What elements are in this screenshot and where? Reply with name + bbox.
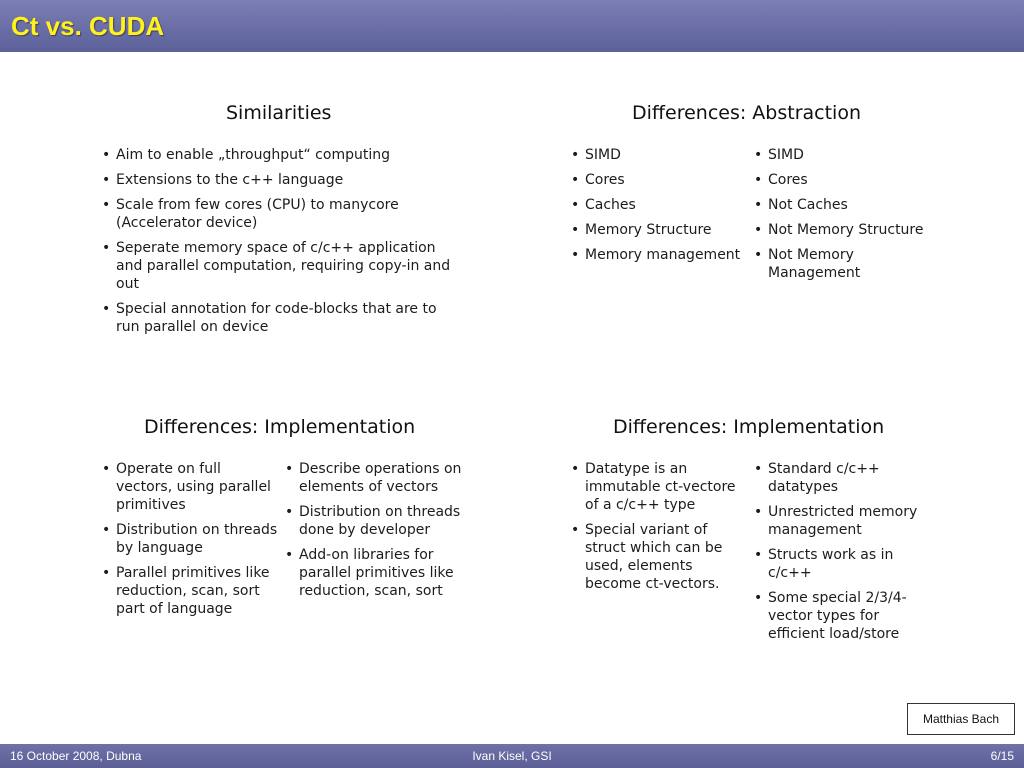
- list-item: • Extensions to the c++ language: [100, 171, 460, 189]
- list-item: • SIMD: [752, 146, 937, 164]
- list-item: • Not Caches: [752, 196, 937, 214]
- implementation-right-cuda-list: [752, 460, 924, 650]
- footer-presenter: Ivan Kisel, GSI: [472, 749, 552, 763]
- list-item: • Describe operations on elements of vectors: [283, 460, 463, 496]
- list-item: • Caches: [569, 196, 754, 214]
- title-bar: [0, 0, 1024, 52]
- abstraction-ct-list: [569, 146, 754, 271]
- list-item: • Aim to enable „throughput“ computing: [100, 146, 460, 164]
- list-item: • Distribution on threads by language: [100, 521, 280, 557]
- implementation-left-heading: Differences: Implementation: [144, 416, 416, 438]
- list-item: • Cores: [569, 171, 754, 189]
- list-item: • Not Memory Structure: [752, 221, 937, 239]
- slide-title: Ct vs. CUDA: [11, 11, 165, 41]
- list-item: • Seperate memory space of c/c++ application and parallel computation, requiring copy-in and out: [100, 239, 460, 293]
- list-item: • Not Memory Management: [752, 246, 878, 282]
- list-item: • Parallel primitives like reduction, scan, sort part of language: [100, 564, 280, 618]
- list-item: • SIMD: [569, 146, 754, 164]
- list-item: • Memory management: [569, 246, 754, 264]
- implementation-right-heading: Differences: Implementation: [613, 416, 885, 438]
- list-item: • Cores: [752, 171, 937, 189]
- implementation-left-ct-list: [100, 460, 280, 625]
- list-item: • Unrestricted memory management: [752, 503, 924, 539]
- list-item: • Some special 2/3/4-vector types for efficient load/store: [752, 589, 924, 643]
- list-item: • Special annotation for code-blocks that are to run parallel on device: [100, 300, 460, 336]
- list-item: • Datatype is an immutable ct-vectore of a c/c++ type: [569, 460, 741, 514]
- implementation-left-cuda-list: [283, 460, 463, 607]
- abstraction-cuda-list: [752, 146, 937, 289]
- list-item: • Memory Structure: [569, 221, 754, 239]
- footer-bar: [0, 744, 1024, 768]
- footer-page-number: 6/15: [990, 749, 1014, 763]
- list-item: • Add-on libraries for parallel primitives like reduction, scan, sort: [283, 546, 463, 600]
- list-item: • Standard c/c++ datatypes: [752, 460, 924, 496]
- list-item: • Scale from few cores (CPU) to manycore (Accelerator device): [100, 196, 460, 232]
- similarities-list: [100, 146, 460, 343]
- list-item: • Structs work as in c/c++: [752, 546, 924, 582]
- list-item: • Operate on full vectors, using parallel primitives: [100, 460, 280, 514]
- implementation-right-ct-list: [569, 460, 741, 600]
- footer-date: 16 October 2008, Dubna: [10, 749, 142, 763]
- similarities-heading: Similarities: [226, 102, 332, 124]
- list-item: • Special variant of struct which can be used, elements become ct-vectors.: [569, 521, 741, 593]
- list-item: • Distribution on threads done by developer: [283, 503, 463, 539]
- author-name: Matthias Bach: [922, 712, 1000, 726]
- abstraction-heading: Differences: Abstraction: [632, 102, 861, 124]
- author-box: [907, 703, 1015, 735]
